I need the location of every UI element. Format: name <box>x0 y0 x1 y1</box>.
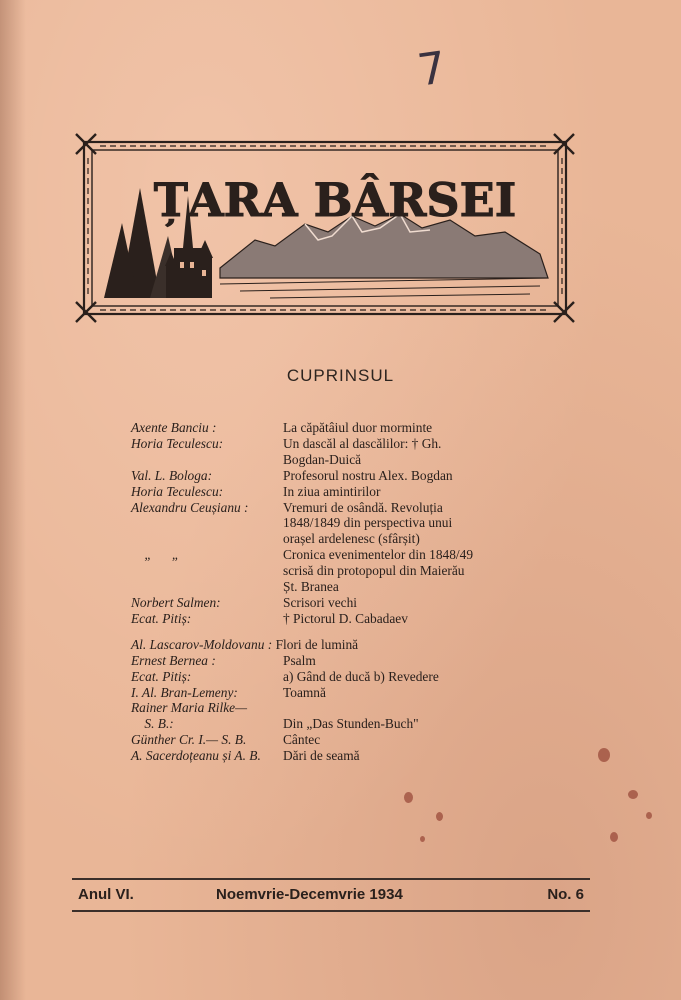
masthead-emblem <box>70 128 580 333</box>
toc-entry <box>131 468 531 484</box>
stain <box>646 812 652 819</box>
toc-title: Un dascăl al dascălilor: † Gh. Bogdan-Duică <box>283 435 442 467</box>
toc-author: Al. Lascarov-Moldovanu : <box>131 636 273 652</box>
toc-title: Profesorul nostru Alex. Bogdan <box>283 467 453 483</box>
stain <box>610 832 618 842</box>
toc-group <box>131 420 531 627</box>
toc-author: Günther Cr. I.— S. B. <box>131 732 247 748</box>
toc-author: Ecat. Pitiș: <box>131 610 192 626</box>
toc-entry <box>131 669 531 685</box>
toc-author: Horia Teculescu: <box>131 435 224 451</box>
stain <box>404 792 413 803</box>
toc-author: Axente Banciu : <box>131 420 217 435</box>
masthead-title: ȚARA BÂRSEI <box>153 173 517 227</box>
toc-group <box>131 637 531 764</box>
toc-title: Vremuri de osândă. Revoluția 1848/1849 din perspectiva unui orașel ardelenesc (sfârșit) <box>283 499 453 547</box>
footer-rule-top <box>72 878 590 880</box>
toc-author: Ecat. Pitiș: <box>131 668 192 684</box>
toc-entry <box>131 637 531 653</box>
spine-shadow <box>0 0 26 1000</box>
toc-title: Toamnă <box>283 684 326 700</box>
toc-title: Cronica evenimentelor din 1848/49 scrisă din protopopul din Maierău Șt. Branea <box>283 547 474 595</box>
toc-entry <box>131 748 531 764</box>
toc-author: A. Sacerdoțeanu și A. B. <box>131 748 261 764</box>
table-of-contents <box>131 420 531 774</box>
toc-entry <box>131 685 531 701</box>
toc-entry <box>131 611 531 627</box>
toc-author: I. Al. Bran-Lemeny: <box>131 684 238 700</box>
toc-entry <box>131 420 531 436</box>
contents-heading: CUPRINSUL <box>286 366 395 385</box>
toc-author: Ernest Bernea : <box>131 652 216 668</box>
toc-author: Alexandru Ceușianu : <box>131 499 249 515</box>
stain <box>598 748 610 762</box>
toc-title: Dări de seamă <box>283 748 360 764</box>
toc-title: Din „Das Stunden-Buch" <box>283 716 419 732</box>
toc-entry <box>131 484 531 500</box>
footer-issue-number: No. 6 <box>547 886 584 903</box>
handwritten-mark: 7 <box>414 42 450 97</box>
toc-entry <box>131 653 531 669</box>
toc-title: La căpătâiul duor morminte <box>283 420 433 435</box>
toc-entry <box>131 732 531 748</box>
toc-author: „ „ <box>131 547 180 563</box>
toc-title: Cântec <box>283 732 321 748</box>
toc-title: In ziua amintirilor <box>283 483 381 499</box>
toc-title <box>283 700 531 716</box>
toc-author: S. B.: <box>131 716 174 732</box>
toc-author: Horia Teculescu: <box>131 483 224 499</box>
toc-title: Psalm <box>283 652 316 668</box>
toc-entry <box>131 500 531 548</box>
stain <box>420 836 425 842</box>
toc-entry <box>131 547 531 595</box>
toc-title: Flori de lumină <box>272 636 359 652</box>
toc-title: a) Gând de ducă b) Revedere <box>283 668 439 684</box>
toc-entry <box>131 700 531 716</box>
footer-rule-bottom <box>72 910 590 912</box>
footer-period: Noemvrie-Decemvrie 1934 <box>216 886 403 903</box>
stain <box>436 812 443 821</box>
toc-author: Norbert Salmen: <box>131 594 221 610</box>
toc-entry <box>131 716 531 732</box>
toc-title: † Pictorul D. Cabadaev <box>283 610 408 626</box>
toc-title: Scrisori vechi <box>283 594 358 610</box>
toc-author: Rainer Maria Rilke— <box>131 700 248 716</box>
stain <box>628 790 638 799</box>
footer-year: Anul VI. <box>78 886 134 903</box>
toc-author: Val. L. Bologa: <box>131 467 213 483</box>
toc-entry <box>131 436 531 468</box>
toc-entry <box>131 595 531 611</box>
